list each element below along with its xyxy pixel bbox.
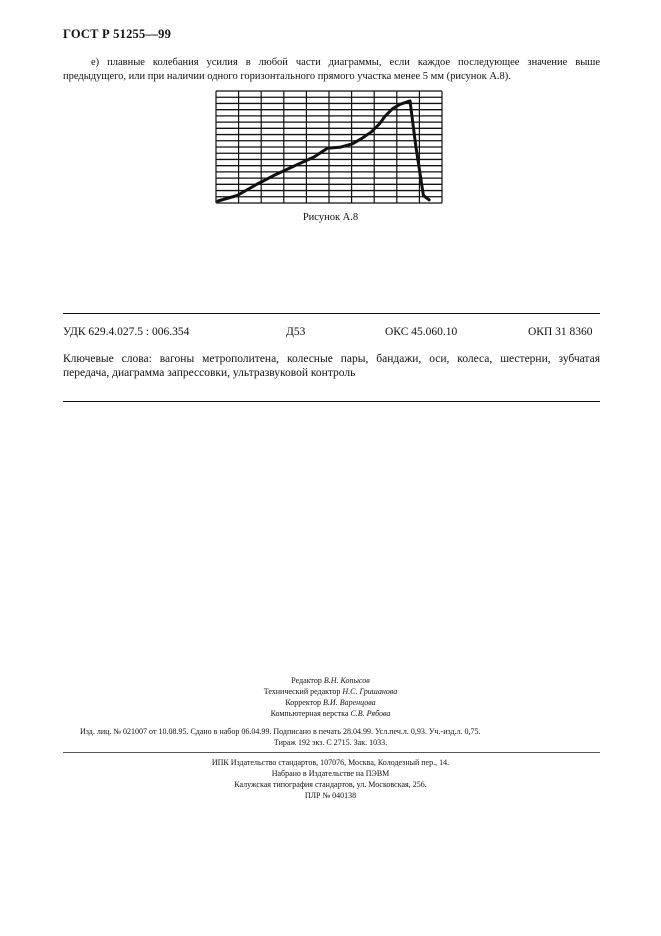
credit-layout: Компьютерная верстка С.В. Рябова <box>270 709 391 718</box>
imprint-line-1: Изд. лиц. № 021007 от 10.08.95. Сдано в набор 06.04.99. Подписано в печать 28.04.99. Усл.печ.л. 0,93. Уч.-изд.л. 0,75. <box>80 727 481 736</box>
keywords-line-2: передача, диаграмма запрессовки, ультразвуковой контроль <box>63 367 356 379</box>
publisher-line: ПЛР № 040138 <box>304 791 357 800</box>
publisher-line: ИПК Издательство стандартов, 107076, Москва, Колодезный пер., 14. <box>211 758 450 767</box>
document-header: ГОСТ Р 51255—99 <box>63 27 172 41</box>
publisher-block <box>0 757 661 801</box>
top-divider <box>63 313 600 314</box>
imprint-line-2: Тираж 192 экз. С 2715. Зак. 1033. <box>273 738 388 747</box>
paragraph-line-2: предыдущего, или при наличии одного горизонтального прямого участка менее 5 мм (рисунок А.8). <box>63 71 511 82</box>
credit-editor: Редактор В.Н. Копысов <box>291 676 370 685</box>
body-paragraph <box>63 56 600 84</box>
oks-code: ОКС 45.060.10 <box>385 326 458 338</box>
credits-block <box>0 675 661 719</box>
okp-code: ОКП 31 8360 <box>528 326 593 338</box>
publisher-line: Калужская типография стандартов, ул. Московская, 256. <box>234 780 427 789</box>
imprint-divider <box>63 752 600 753</box>
figure-a8-diagram <box>210 85 450 210</box>
publisher-line: Набрано в Издательстве на ПЭВМ <box>271 769 390 778</box>
credit-corrector: Корректор В.И. Варенцова <box>285 698 376 707</box>
paragraph-line-1: е) плавные колебания усилия в любой части диаграммы, если каждое последующее значение выше <box>91 57 600 68</box>
bottom-divider <box>63 401 600 402</box>
credit-tech-editor: Технический редактор Н.С. Гришанова <box>263 687 398 696</box>
keywords-line-1: Ключевые слова: вагоны метрополитена, колесные пары, бандажи, оси, колеса, шестерни, зубчатая <box>63 353 600 365</box>
d-code: Д53 <box>286 326 306 338</box>
udk-code: УДК 629.4.027.5 : 006.354 <box>63 326 190 338</box>
keywords <box>63 352 600 380</box>
figure-caption: Рисунок А.8 <box>302 212 359 223</box>
